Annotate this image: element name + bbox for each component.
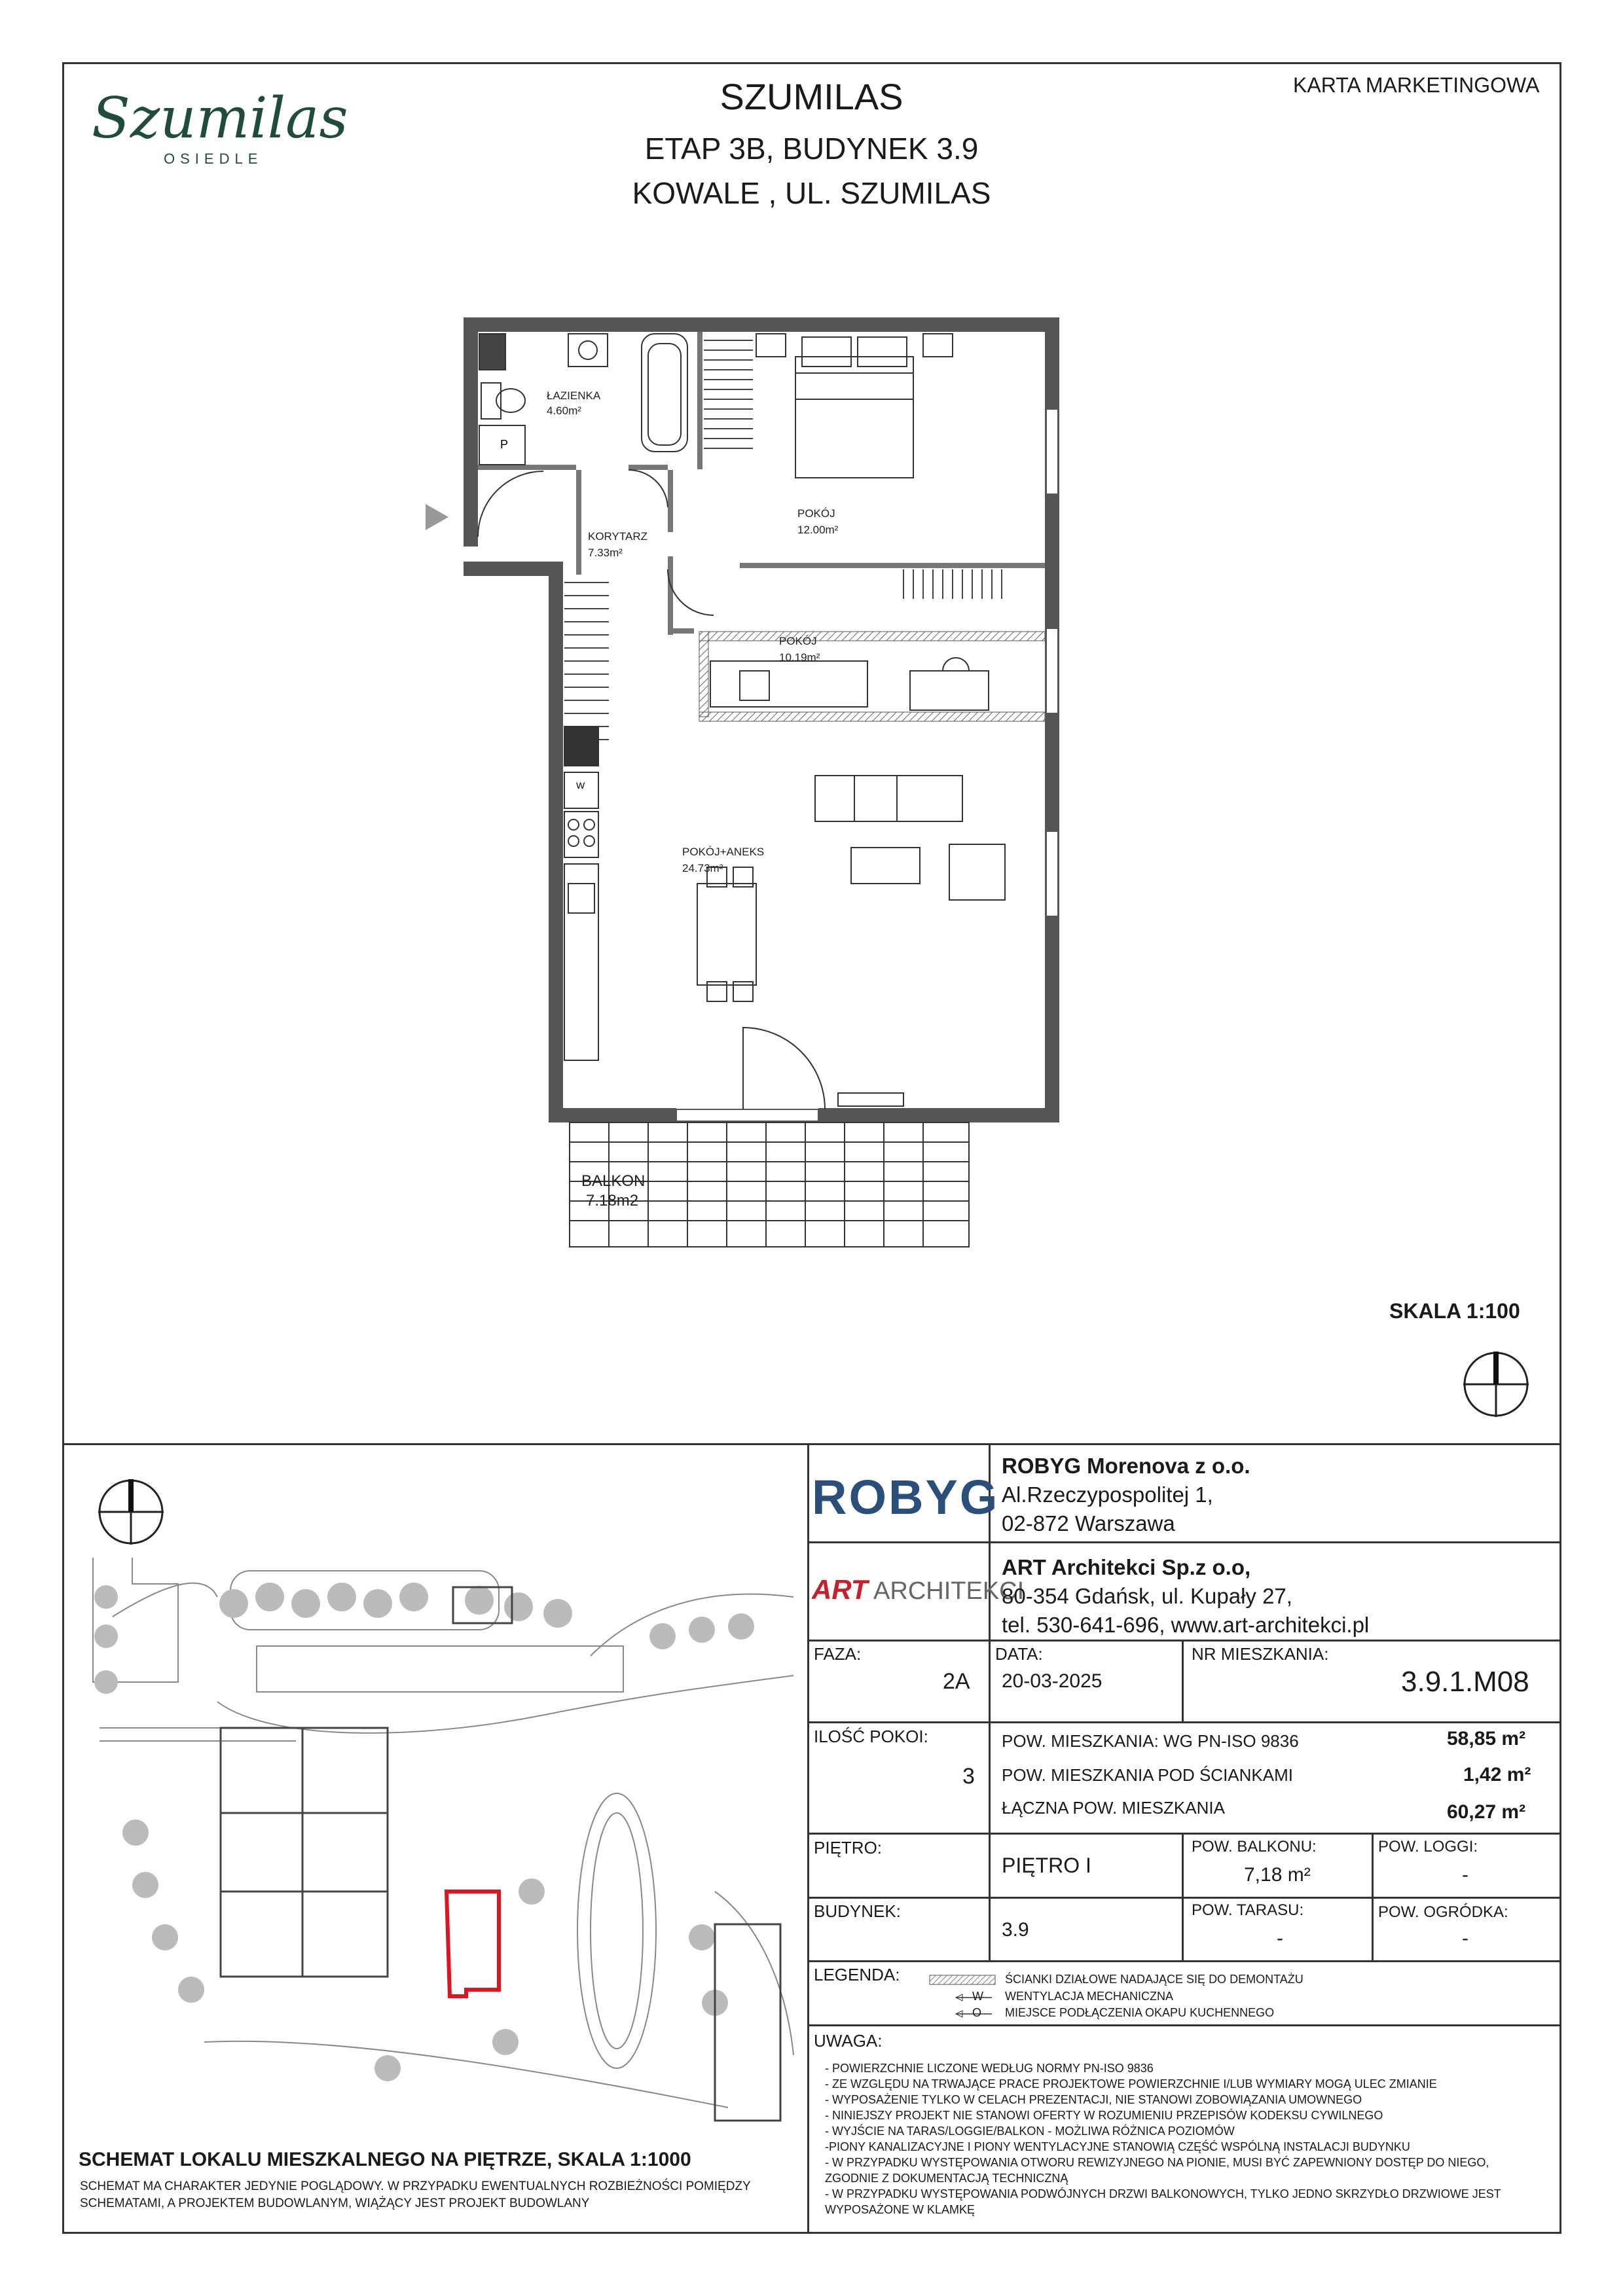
robyg-logo: ROBYG	[812, 1470, 1000, 1524]
pow-sc-value: 1,42 m²	[1463, 1764, 1531, 1785]
pokoi-value: 3	[962, 1764, 975, 1789]
uwaga-item: - NINIEJSZY PROJEKT NIE STANOWI OFERTY W ROZUMIENIU PRZEPISÓW KODEKSU CYWILNEGO	[825, 2109, 1383, 2122]
budynek-value: 3.9	[1002, 1919, 1029, 1941]
loggia-label: POW. LOGGI:	[1378, 1838, 1478, 1856]
table-divider	[807, 1721, 1561, 1723]
plan-w-mark: W	[576, 780, 585, 791]
table-col-divider	[1372, 1833, 1374, 1960]
laczna-label: ŁĄCZNA POW. MIESZKANIA	[1002, 1798, 1225, 1818]
table-divider	[807, 1541, 1561, 1543]
legend-o-mark: O	[972, 2006, 982, 2019]
site-plan-note: SCHEMAT MA CHARAKTER JEDYNIE POGLĄDOWY. W PRZYPADKU EWENTUALNYCH ROZBIEŻNOŚCI POMIĘDZY SCHEMATAMI, A PROJEKTEM BUDOWLANYM, WIĄŻĄCY JEST PROJEKT BUDOWLANY	[80, 2179, 751, 2210]
room-area-pokoj-1: 12.00m²	[797, 524, 839, 536]
ogrodek-label: POW. OGRÓDKA:	[1378, 1903, 1508, 1921]
robyg-address-line2: 02-872 Warszawa	[1002, 1511, 1175, 1535]
uwaga-item: - POWIERZCHNIE LICZONE WEDŁUG NORMY PN-ISO 9836	[825, 2062, 1154, 2075]
table-divider	[807, 1640, 1561, 1641]
balcony-label: BALKON	[581, 1172, 646, 1190]
legend-item-partition: ŚCIANKI DZIAŁOWE NADAJĄCE SIĘ DO DEMONTAŻU	[1005, 1973, 1304, 1986]
pow-sc-label: POW. MIESZKANIA POD ŚCIANKAMI	[1002, 1765, 1293, 1785]
balkon-label: POW. BALKONU:	[1192, 1838, 1317, 1856]
uwaga-item: - WYPOSAŻENIE TYLKO W CELACH PREZENTACJI, NIE STANOWI ZOBOWIĄZANIA UMOWNEGO	[825, 2093, 1362, 2106]
north-arrow-icon	[1460, 1348, 1532, 1420]
logo-script: Szumilas	[92, 86, 348, 151]
document-type: KARTA MARKETINGOWA	[1293, 73, 1540, 97]
art-company-name: ART Architekci Sp.z o.o,	[1002, 1555, 1251, 1579]
ogrodek-value: -	[1462, 1928, 1468, 1949]
site-plan-title: SCHEMAT LOKALU MIESZKALNEGO NA PIĘTRZE, SKALA 1:1000	[79, 2149, 691, 2170]
table-divider	[807, 1833, 1561, 1835]
art-address-line1: 80-354 Gdańsk, ul. Kupały 27,	[1002, 1584, 1292, 1608]
table-col-divider	[989, 1640, 991, 1960]
project-subtitle-stage: ETAP 3B, BUDYNEK 3.9	[644, 132, 979, 166]
faza-value: 2A	[943, 1669, 970, 1694]
nr-value: 3.9.1.M08	[1401, 1666, 1529, 1698]
room-label-pokoj-aneks: POKÓJ+ANEKS	[682, 846, 765, 858]
room-area-korytarz: 7.33m²	[588, 547, 623, 559]
nr-label: NR MIESZKANIA:	[1192, 1644, 1329, 1664]
robyg-company-block	[1002, 1452, 1250, 1538]
table-divider	[807, 1897, 1561, 1899]
uwaga-item: - W PRZYPADKU WYSTĘPOWANIA PODWÓJNYCH DRZWI BALKONOWYCH, TYLKO JEDNO SKRZYDŁO DRZWIOWE JEST	[825, 2187, 1501, 2200]
art-company-block	[1002, 1553, 1369, 1640]
uwaga-item: -PIONY KANALIZACYJNE I PIONY WENTYLACYJNE STANOWIĄ CZĘŚĆ WSPÓLNĄ INSTALACJI BUDYNKU	[825, 2140, 1410, 2153]
robyg-address-line1: Al.Rzeczypospolitej 1,	[1002, 1482, 1213, 1507]
pietro-value: PIĘTRO I	[1002, 1854, 1091, 1877]
data-value: 20-03-2025	[1002, 1670, 1103, 1692]
site-plan	[73, 1466, 800, 2121]
robyg-company-name: ROBYG Morenova z o.o.	[1002, 1454, 1250, 1478]
room-area-pokoj-aneks: 24.73m²	[682, 862, 723, 874]
table-col-divider	[1182, 1640, 1184, 1721]
room-label-korytarz: KORYTARZ	[588, 530, 647, 543]
faza-label: FAZA:	[814, 1644, 862, 1664]
laczna-value: 60,27 m²	[1447, 1801, 1526, 1823]
uwaga-list	[825, 2060, 1552, 2217]
legend-w-mark: W	[972, 1990, 983, 2003]
table-divider	[807, 2024, 1561, 2026]
legend-label: LEGENDA:	[814, 1965, 900, 1984]
art-contact-line: tel. 530-641-696, www.art-architekci.pl	[1002, 1613, 1370, 1637]
plan-scale: SKALA 1:100	[1389, 1299, 1520, 1323]
legend-item-ventilation: WENTYLACJA MECHANICZNA	[1005, 1990, 1174, 2003]
pokoi-label: ILOŚĆ POKOI:	[814, 1727, 928, 1746]
uwaga-label: UWAGA:	[814, 2031, 883, 2051]
art-logo-mark: ART	[812, 1574, 868, 1605]
project-subtitle-address: KOWALE , UL. SZUMILAS	[632, 176, 991, 210]
logo-sub: OSIEDLE	[164, 151, 263, 167]
floor-plan	[419, 308, 1074, 1257]
pow-value: 58,85 m²	[1447, 1728, 1526, 1749]
uwaga-item: ZGODNIE Z DOKUMENTACJĄ TECHNICZNĄ	[825, 2172, 1068, 2185]
room-label-lazienka: ŁAZIENKA	[547, 389, 601, 402]
site-north-arrow-icon	[95, 1476, 167, 1548]
plan-p-mark: P	[500, 438, 509, 451]
taras-value: -	[1277, 1928, 1283, 1949]
table-divider	[807, 1960, 1561, 1962]
art-logo-text: ARCHITEKCI	[873, 1577, 1025, 1605]
uwaga-item: WYPOSAŻONE W KLAMKĘ	[825, 2203, 976, 2216]
taras-label: POW. TARASU:	[1192, 1901, 1304, 1919]
room-area-pokoj-2: 10.19m²	[779, 651, 820, 664]
balkon-value: 7,18 m²	[1244, 1864, 1311, 1886]
art-architekci-logo	[812, 1574, 1024, 1605]
data-label: DATA:	[995, 1644, 1043, 1664]
legend-symbols	[926, 1973, 998, 2022]
legend-item-hood: MIEJSCE PODŁĄCZENIA OKAPU KUCHENNEGO	[1005, 2006, 1275, 2019]
uwaga-item: - ZE WZGLĘDU NA TRWAJĄCE PRACE PROJEKTOWE POWIERZCHNIE I/LUB WYMIARY MOGĄ ULEC ZMIANIE	[825, 2077, 1437, 2090]
balcony-area: 7.18m2	[586, 1192, 639, 1210]
budynek-label: BUDYNEK:	[814, 1901, 901, 1921]
room-label-pokoj-1: POKÓJ	[797, 507, 835, 520]
room-label-pokoj-2: POKÓJ	[779, 635, 817, 647]
pow-label: POW. MIESZKANIA: WG PN-ISO 9836	[1002, 1731, 1299, 1751]
table-border-left	[807, 1443, 809, 2234]
uwaga-item: - WYJŚCIE NA TARAS/LOGGIE/BALKON - MOŻLIWA RÓŻNICA POZIOMÓW	[825, 2125, 1235, 2138]
loggia-value: -	[1462, 1864, 1468, 1886]
table-col-divider	[1182, 1833, 1184, 1960]
pietro-label: PIĘTRO:	[814, 1838, 883, 1857]
project-title: SZUMILAS	[720, 76, 903, 117]
section-divider	[62, 1443, 1561, 1445]
room-area-lazienka: 4.60m²	[547, 404, 581, 417]
uwaga-item: - W PRZYPADKU WYSTĘPOWANIA OTWORU REWIZYJNEGO NA PIONIE, MUSI BYĆ ZAPEWNIONY DOSTĘP DO NIEGO,	[825, 2156, 1489, 2169]
